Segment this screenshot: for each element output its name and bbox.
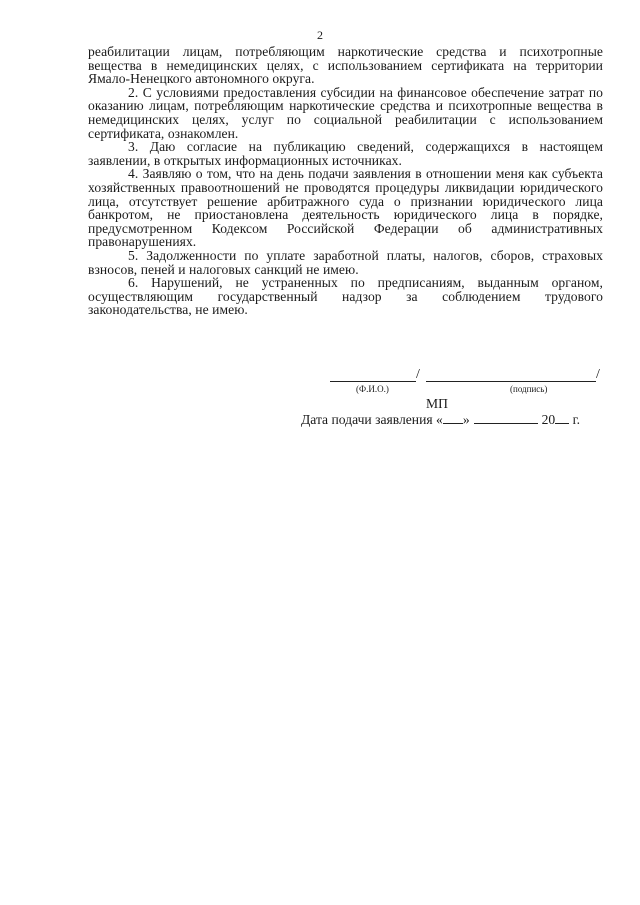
document-body — [88, 45, 603, 317]
page-number: 2 — [317, 28, 323, 42]
fio-blank-line — [330, 381, 416, 382]
date-day-blank — [443, 412, 463, 424]
stamp-label: МП — [426, 396, 448, 411]
paragraph-6-violations: 6. Нарушений, не устраненных по предписаниям, выданным органом, осуществляющим государственный надзор за соблюдением трудового законодательства, не имею. — [88, 275, 603, 318]
date-month-blank — [474, 412, 538, 424]
paragraph-4-declaration: 4. Заявляю о том, что на день подачи заявления в отношении меня как субъекта хозяйственных правоотношений не проводятся процедуры ликвидации юридического лица, отсутствует решение арбитражного суда о признании юридического лица банкротом, не приостановлена деятельность юридического лица в порядке, предусмотренном Кодексом Российской Федерации об административных правонарушениях. — [88, 166, 603, 250]
paragraph-3-consent: 3. Даю согласие на публикацию сведений, содержащихся в настоящем заявлении, в открытых информационных источниках. — [88, 139, 603, 168]
date-label: Дата подачи заявления « — [301, 412, 443, 427]
signature-block — [330, 368, 605, 398]
signature-blank-line — [426, 381, 596, 382]
submission-date-line — [301, 412, 603, 427]
paragraph-5-debts: 5. Задолженности по уплате заработной платы, налогов, сборов, страховых взносов, пеней и налоговых санкций не имею. — [88, 247, 603, 277]
paragraph-1-continuation: реабилитации лицам, потребляющим наркотические средства и психотропные вещества в немедицинских целях, с использованием сертификата на территории Ямало-Ненецкого автономного округа. — [88, 44, 603, 87]
date-quote-close: » — [462, 412, 470, 427]
signature-caption: (подпись) — [510, 384, 548, 394]
paragraph-2-conditions: 2. С условиями предоставления субсидии на финансовое обеспечение затрат по оказанию лицам, потребляющим наркотические средства и психотропные вещества в немедицинских целях, услуг по социальной реабилитации с использованием сертификата, ознакомлен. — [88, 84, 603, 141]
date-year-prefix: 20 — [541, 412, 556, 427]
date-year-blank — [555, 412, 569, 424]
date-year-suffix: г. — [569, 412, 581, 427]
signature-separator-end: / — [596, 367, 600, 382]
fio-caption: (Ф.И.О.) — [356, 384, 389, 394]
signature-separator: / — [416, 367, 420, 382]
